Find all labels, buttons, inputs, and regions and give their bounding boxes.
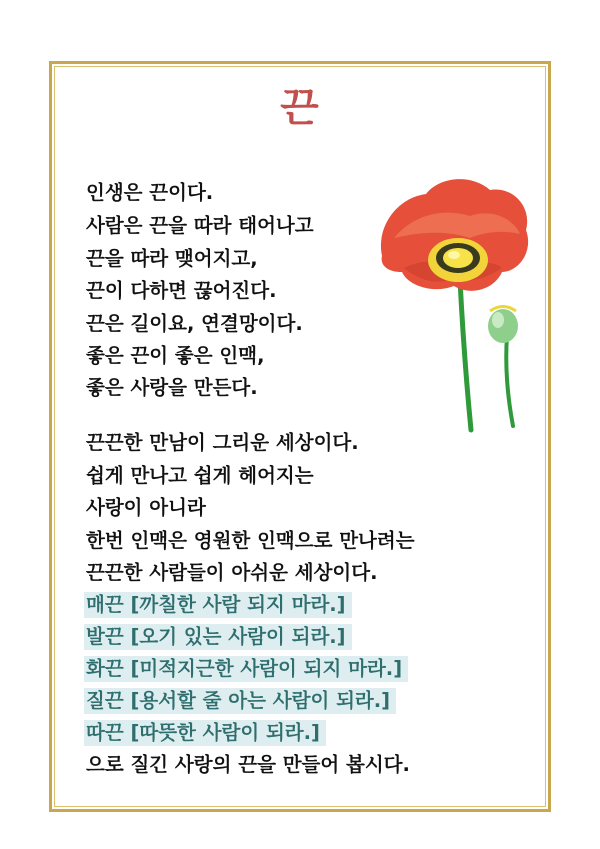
poem-line: 끈을 따라 맺어지고, <box>86 247 258 270</box>
poem-line: 끈이 다하면 끊어진다. <box>86 279 277 302</box>
highlighted-line: 매끈 [까칠한 사람 되지 마라.] <box>84 592 352 618</box>
poem-line: 쉽게 만나고 쉽게 헤어지는 <box>86 464 314 487</box>
page-title: 끈 <box>280 85 320 131</box>
poem-line: 사람은 끈을 따라 태어나고 <box>86 214 314 237</box>
poem-line: 끈은 길이요, 연결망이다. <box>86 312 303 335</box>
main-stem <box>460 280 471 430</box>
poem-line: 좋은 사랑을 만든다. <box>86 376 258 399</box>
highlighted-line: 발끈 [오기 있는 사람이 되라.] <box>84 624 352 650</box>
highlighted-line: 따끈 [따뜻한 사람이 되라.] <box>84 720 326 746</box>
poppy-bud <box>488 309 518 343</box>
poem-line: 좋은 끈이 좋은 인맥, <box>86 344 265 367</box>
highlighted-line: 화끈 [미적지근한 사람이 되지 마라.] <box>84 656 408 682</box>
highlighted-line: 질끈 [용서할 줄 아는 사람이 되라.] <box>84 688 396 714</box>
poem-line: 한번 인맥은 영원한 인맥으로 만나려는 <box>86 529 415 552</box>
closing-line: 으로 질긴 사랑의 끈을 만들어 봅시다. <box>86 753 410 776</box>
bud-stem <box>506 336 513 426</box>
poem-line: 끈끈한 만남이 그리운 세상이다. <box>86 431 359 454</box>
poem-line: 인생은 끈이다. <box>86 181 214 204</box>
red-poppy-flower-icon <box>374 168 534 436</box>
poem-line: 사랑이 아니라 <box>86 496 206 519</box>
poem-line: 끈끈한 사람들이 아쉬운 세상이다. <box>86 561 378 584</box>
